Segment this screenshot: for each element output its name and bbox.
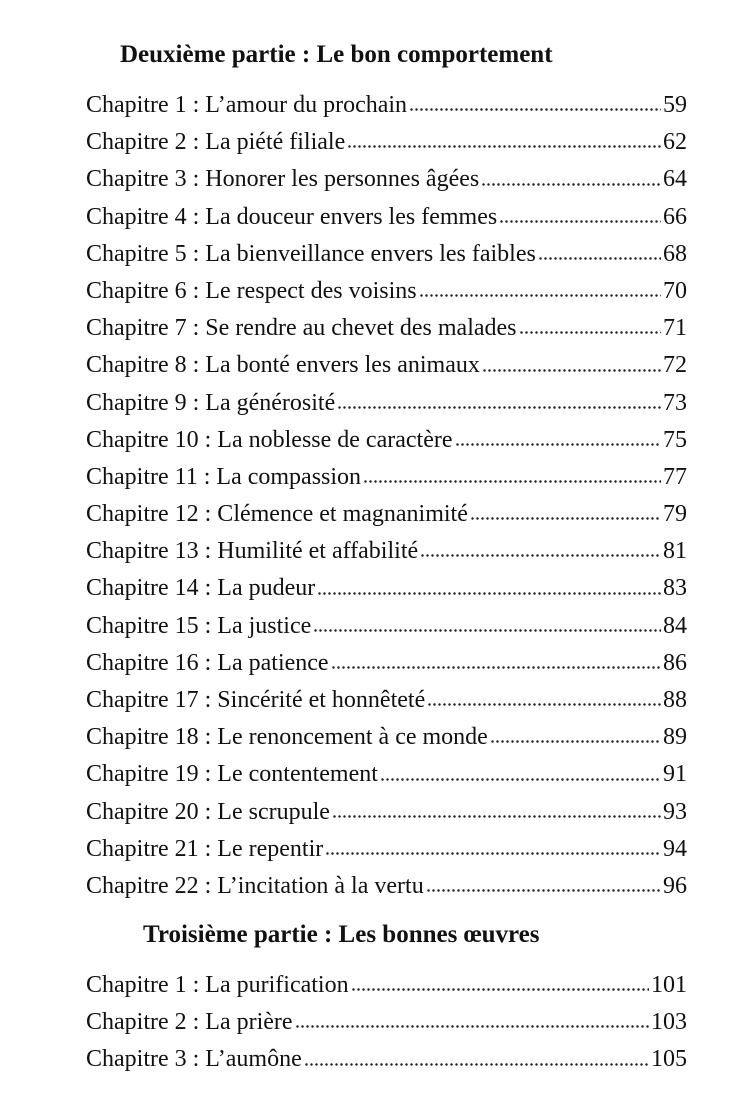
toc-entry[interactable]	[86, 831, 687, 868]
chapter-title: Chapitre 19 : Le contentement	[86, 761, 378, 788]
chapter-title: Chapitre 5 : La bienveillance envers les faibles	[86, 240, 536, 267]
chapter-title: Chapitre 12 : Clémence et magnanimité	[86, 501, 468, 528]
page-number: 73	[663, 389, 687, 416]
dot-leader	[364, 463, 661, 487]
chapter-title: Chapitre 8 : La bonté envers les animaux	[86, 352, 480, 379]
chapter-title: Chapitre 7 : Se rendre au chevet des malades	[86, 315, 517, 342]
chapter-title: Chapitre 16 : La patience	[86, 649, 329, 676]
toc-entry[interactable]	[86, 570, 687, 607]
chapter-title: Chapitre 6 : Le respect des voisins	[86, 277, 417, 304]
dot-leader	[333, 798, 661, 822]
toc-entry[interactable]	[86, 124, 687, 161]
page-number: 70	[663, 277, 687, 304]
dot-leader	[421, 537, 661, 561]
dot-leader	[314, 612, 661, 636]
toc-entry[interactable]	[86, 868, 687, 905]
dot-leader	[296, 1008, 649, 1032]
page-number: 75	[663, 426, 687, 453]
toc-entry[interactable]	[86, 236, 687, 273]
page-number: 84	[663, 612, 687, 639]
toc-entry[interactable]	[86, 422, 687, 459]
chapter-title: Chapitre 17 : Sincérité et honnêteté	[86, 687, 426, 713]
chapter-title: Chapitre 21 : Le repentir	[86, 835, 324, 862]
chapter-title: Chapitre 1 : L’amour du prochain	[86, 92, 408, 118]
toc-entry[interactable]	[86, 533, 687, 570]
page-number: 101	[651, 972, 687, 998]
dot-leader	[491, 723, 661, 747]
chapter-title: Chapitre 3 : Honorer les personnes âgées	[86, 166, 480, 193]
page-number: 72	[663, 352, 687, 379]
toc-entry[interactable]	[86, 347, 687, 384]
chapter-title: Chapitre 2 : La prière	[86, 1009, 293, 1036]
chapter-title: Chapitre 10 : La noblesse de caractère	[86, 426, 453, 453]
dot-leader	[483, 352, 661, 376]
chapter-title: Chapitre 14 : La pudeur	[86, 575, 316, 602]
page-number: 66	[663, 203, 687, 230]
dot-leader	[539, 240, 661, 264]
dot-leader	[482, 166, 661, 190]
dot-leader	[352, 971, 649, 995]
dot-leader	[332, 649, 661, 673]
chapter-title: Chapitre 9 : La générosité	[86, 389, 336, 416]
page-number: 83	[663, 575, 687, 602]
dot-leader	[456, 426, 662, 450]
toc-entry[interactable]	[86, 719, 687, 756]
page-number: 94	[663, 835, 687, 862]
chapter-title: Chapitre 20 : Le scrupule	[86, 798, 330, 825]
dot-leader	[427, 872, 661, 896]
chapter-title: Chapitre 3 : L’aumône	[86, 1046, 302, 1073]
page-number: 86	[663, 649, 687, 676]
toc-list-part2	[86, 87, 687, 905]
dot-leader	[520, 314, 662, 338]
dot-leader	[318, 575, 661, 599]
dot-leader	[305, 1046, 649, 1070]
toc-entry[interactable]	[86, 310, 687, 347]
page-number: 77	[663, 463, 687, 490]
page-number: 89	[663, 724, 687, 751]
toc-entry[interactable]	[86, 199, 687, 236]
chapter-title: Chapitre 22 : L’incitation à la vertu	[86, 872, 424, 899]
page-number: 59	[663, 92, 687, 118]
toc-entry[interactable]	[86, 1004, 687, 1041]
toc-entry[interactable]	[86, 967, 687, 1004]
toc-entry[interactable]	[86, 496, 687, 533]
chapter-title: Chapitre 13 : Humilité et affabilité	[86, 538, 419, 565]
toc-entry[interactable]	[86, 756, 687, 793]
chapter-title: Chapitre 4 : La douceur envers les femmes	[86, 203, 498, 230]
toc-entry[interactable]	[86, 645, 687, 682]
page-number: 64	[663, 166, 687, 193]
part-title-deuxieme: Deuxième partie : Le bon comportement	[120, 41, 553, 68]
dot-leader	[500, 203, 661, 227]
page-number: 91	[663, 761, 687, 788]
toc-entry[interactable]	[86, 794, 687, 831]
page-number: 79	[663, 501, 687, 528]
page-number: 88	[663, 687, 687, 713]
toc-entry[interactable]	[86, 87, 687, 124]
dot-leader	[326, 835, 661, 859]
chapter-title: Chapitre 18 : Le renoncement à ce monde	[86, 724, 488, 751]
dot-leader	[428, 686, 661, 710]
toc-entry[interactable]	[86, 161, 687, 198]
page-number: 103	[651, 1009, 687, 1036]
dot-leader	[338, 389, 661, 413]
dot-leader	[471, 500, 661, 524]
page-number: 71	[663, 315, 687, 342]
page-number: 68	[663, 240, 687, 267]
toc-entry[interactable]	[86, 608, 687, 645]
toc-entry[interactable]	[86, 682, 687, 719]
chapter-title: Chapitre 2 : La piété filiale	[86, 129, 346, 156]
page-number: 81	[663, 538, 687, 565]
chapter-title: Chapitre 15 : La justice	[86, 612, 312, 639]
page-number: 93	[663, 798, 687, 825]
chapter-title: Chapitre 1 : La purification	[86, 972, 349, 998]
dot-leader	[381, 761, 661, 785]
part-title-troisieme: Troisième partie : Les bonnes œuvres	[143, 921, 540, 948]
page-number: 96	[663, 872, 687, 899]
page-number: 62	[663, 129, 687, 156]
dot-leader	[348, 128, 661, 152]
toc-entry[interactable]	[86, 459, 687, 496]
toc-entry[interactable]	[86, 273, 687, 310]
page-number: 105	[651, 1046, 687, 1073]
toc-entry[interactable]	[86, 385, 687, 422]
toc-entry[interactable]	[86, 1041, 687, 1078]
toc-list-part3	[86, 967, 687, 1079]
chapter-title: Chapitre 11 : La compassion	[86, 463, 362, 490]
dot-leader	[410, 91, 661, 115]
dot-leader	[420, 277, 661, 301]
